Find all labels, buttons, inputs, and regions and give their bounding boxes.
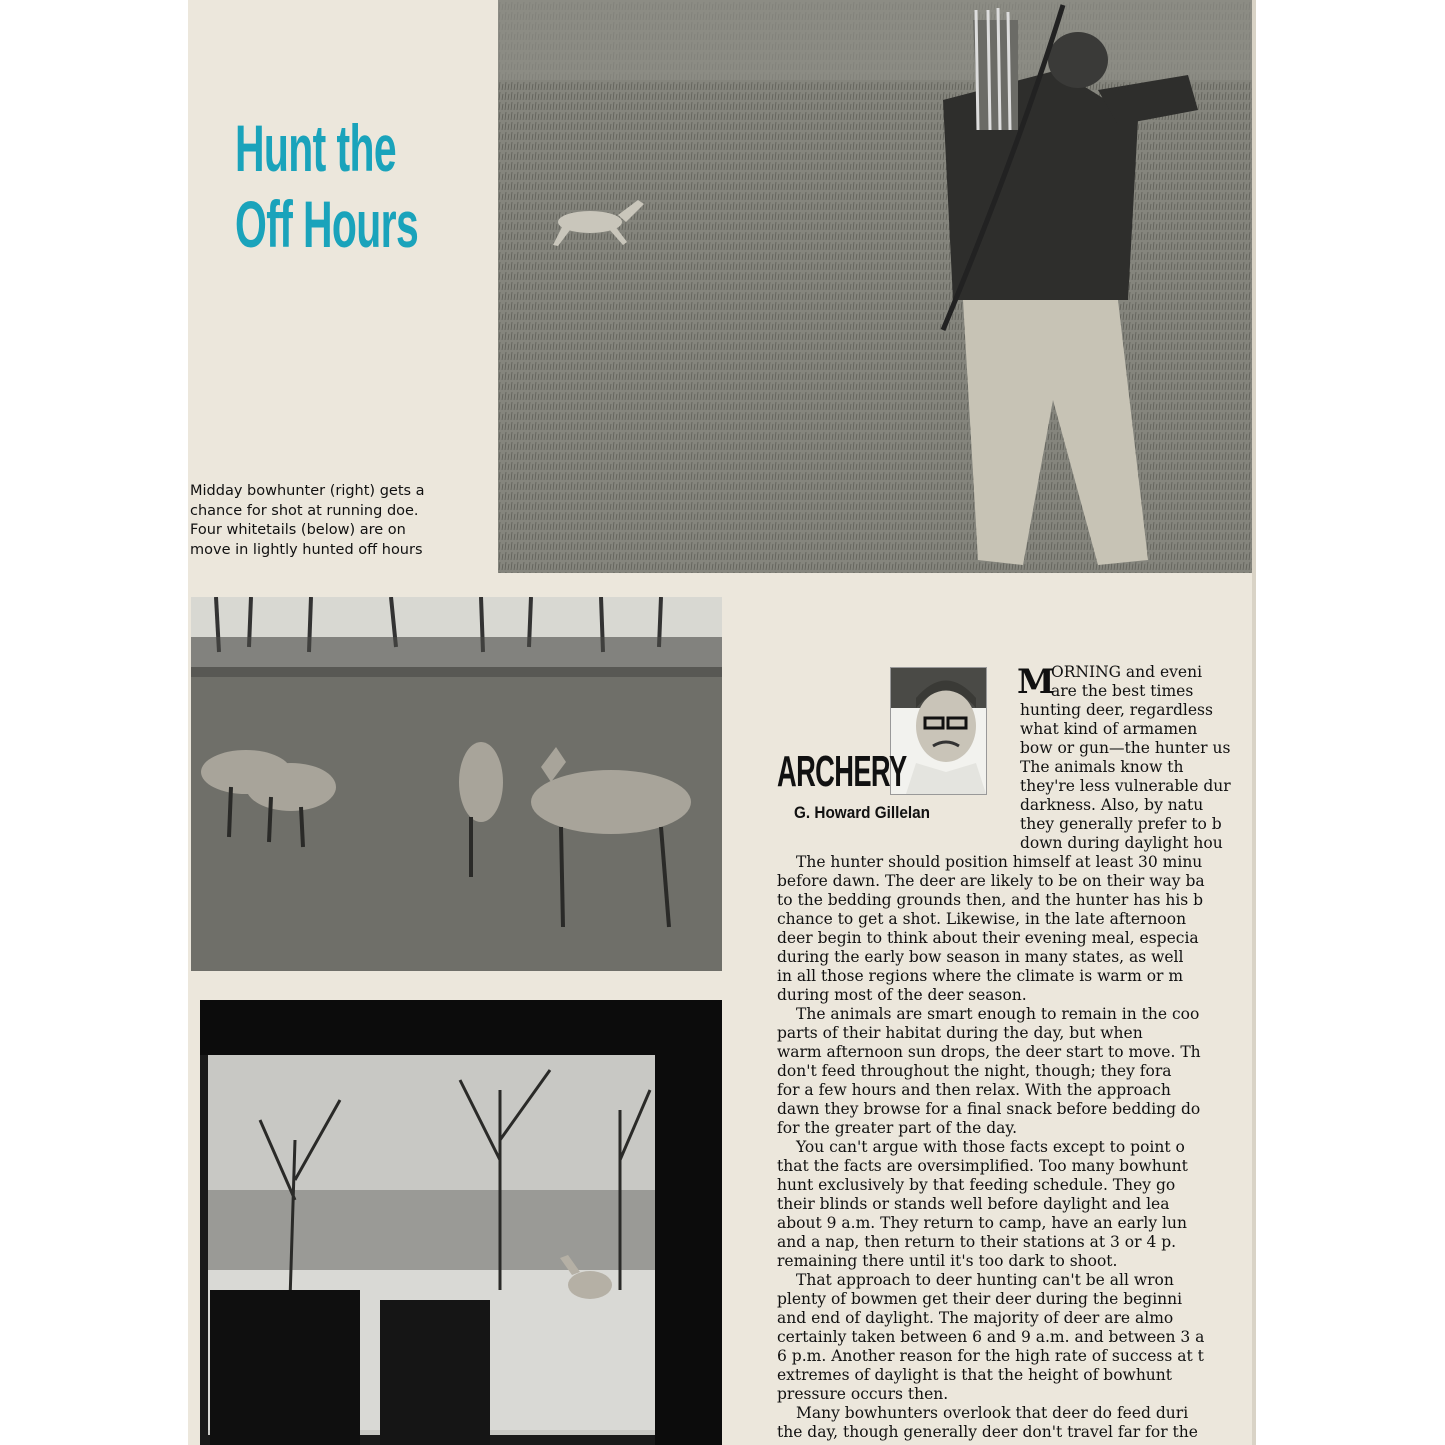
body-line: plenty of bowmen get their deer during the beginni <box>777 1290 1183 1308</box>
body-line: to the bedding grounds then, and the hunter has his b <box>777 891 1204 909</box>
author-byline: G. Howard Gillelan <box>794 803 931 822</box>
body-line: their blinds or stands well before daylight and lea <box>777 1195 1170 1213</box>
intro-line: they're less vulnerable dur <box>1020 777 1231 795</box>
body-line: chance to get a shot. Likewise, in the late afternoon <box>777 910 1187 928</box>
article-title <box>235 110 419 262</box>
caption-line: move in lightly hunted off hours <box>190 541 423 558</box>
body-line: in all those regions where the climate is warm or m <box>777 967 1184 985</box>
body-line: deer begin to think about their evening meal, especia <box>777 929 1199 947</box>
body-line: parts of their habitat during the day, but when <box>777 1024 1143 1042</box>
body-line: dawn they browse for a final snack before bedding do <box>777 1100 1201 1118</box>
intro-line: ORNING and eveni <box>1051 663 1203 681</box>
body-line: remaining there until it's too dark to shoot. <box>777 1252 1118 1270</box>
body-line: warm afternoon sun drops, the deer start to move. Th <box>777 1043 1201 1061</box>
whitetails-illustration <box>191 597 722 971</box>
body-line: during the early bow season in many states, as well <box>777 948 1184 966</box>
bowhunter-illustration <box>498 0 1252 573</box>
body-line: certainly taken between 6 and 9 a.m. and between 3 a <box>777 1328 1205 1346</box>
body-line: 6 p.m. Another reason for the high rate of success at t <box>777 1347 1204 1365</box>
body-line: don't feed throughout the night, though; they fora <box>777 1062 1172 1080</box>
bowhunter-photo <box>498 0 1252 573</box>
intro-line: bow or gun—the hunter us <box>1020 739 1231 757</box>
title-line-1: Hunt the <box>235 111 396 185</box>
article-intro <box>1020 663 1280 853</box>
body-line: hunt exclusively by that feeding schedule. They go <box>777 1176 1176 1194</box>
title-line-2: Off Hours <box>235 187 419 261</box>
photo-caption <box>190 482 460 560</box>
intro-line: are the best times <box>1051 682 1194 700</box>
intro-line: down during daylight hou <box>1020 834 1223 852</box>
body-line: The hunter should position himself at least 30 minu <box>796 853 1203 871</box>
whitetails-photo <box>191 597 722 971</box>
intro-line: what kind of armamen <box>1020 720 1198 738</box>
caption-line: Four whitetails (below) are on <box>190 522 406 538</box>
barn-photo <box>200 1000 722 1445</box>
body-line: about 9 a.m. They return to camp, have an early lun <box>777 1214 1187 1232</box>
body-line: and a nap, then return to their stations at 3 or 4 p. <box>777 1233 1177 1251</box>
intro-line: they generally prefer to b <box>1020 815 1222 833</box>
body-line: the day, though generally deer don't travel far for the <box>777 1423 1198 1441</box>
body-line: You can't argue with those facts except to point o <box>796 1138 1185 1156</box>
caption-line: Midday bowhunter (right) gets a <box>190 483 425 499</box>
body-line: for a few hours and then relax. With the approach <box>777 1081 1171 1099</box>
intro-line: darkness. Also, by natu <box>1020 796 1204 814</box>
column-heading: ARCHERY <box>777 747 907 796</box>
body-line: extremes of daylight is that the height of bowhunt <box>777 1366 1172 1384</box>
barn-illustration <box>200 1000 722 1445</box>
body-line: before dawn. The deer are likely to be on their way ba <box>777 872 1205 890</box>
body-line: for the greater part of the day. <box>777 1119 1018 1137</box>
body-line: that the facts are oversimplified. Too many bowhunt <box>777 1157 1188 1175</box>
article-body <box>777 853 1297 1442</box>
body-line: pressure occurs then. <box>777 1385 949 1403</box>
caption-line: chance for shot at running doe. <box>190 502 419 519</box>
body-line: That approach to deer hunting can't be all wron <box>796 1271 1174 1289</box>
body-line: during most of the deer season. <box>777 986 1027 1004</box>
body-line: The animals are smart enough to remain in the coo <box>796 1005 1200 1023</box>
intro-line: hunting deer, regardless <box>1020 701 1213 719</box>
drop-cap: M <box>1017 662 1055 702</box>
body-line: Many bowhunters overlook that deer do feed duri <box>796 1404 1189 1422</box>
intro-line: The animals know th <box>1020 758 1184 776</box>
body-line: and end of daylight. The majority of deer are almo <box>777 1309 1174 1327</box>
